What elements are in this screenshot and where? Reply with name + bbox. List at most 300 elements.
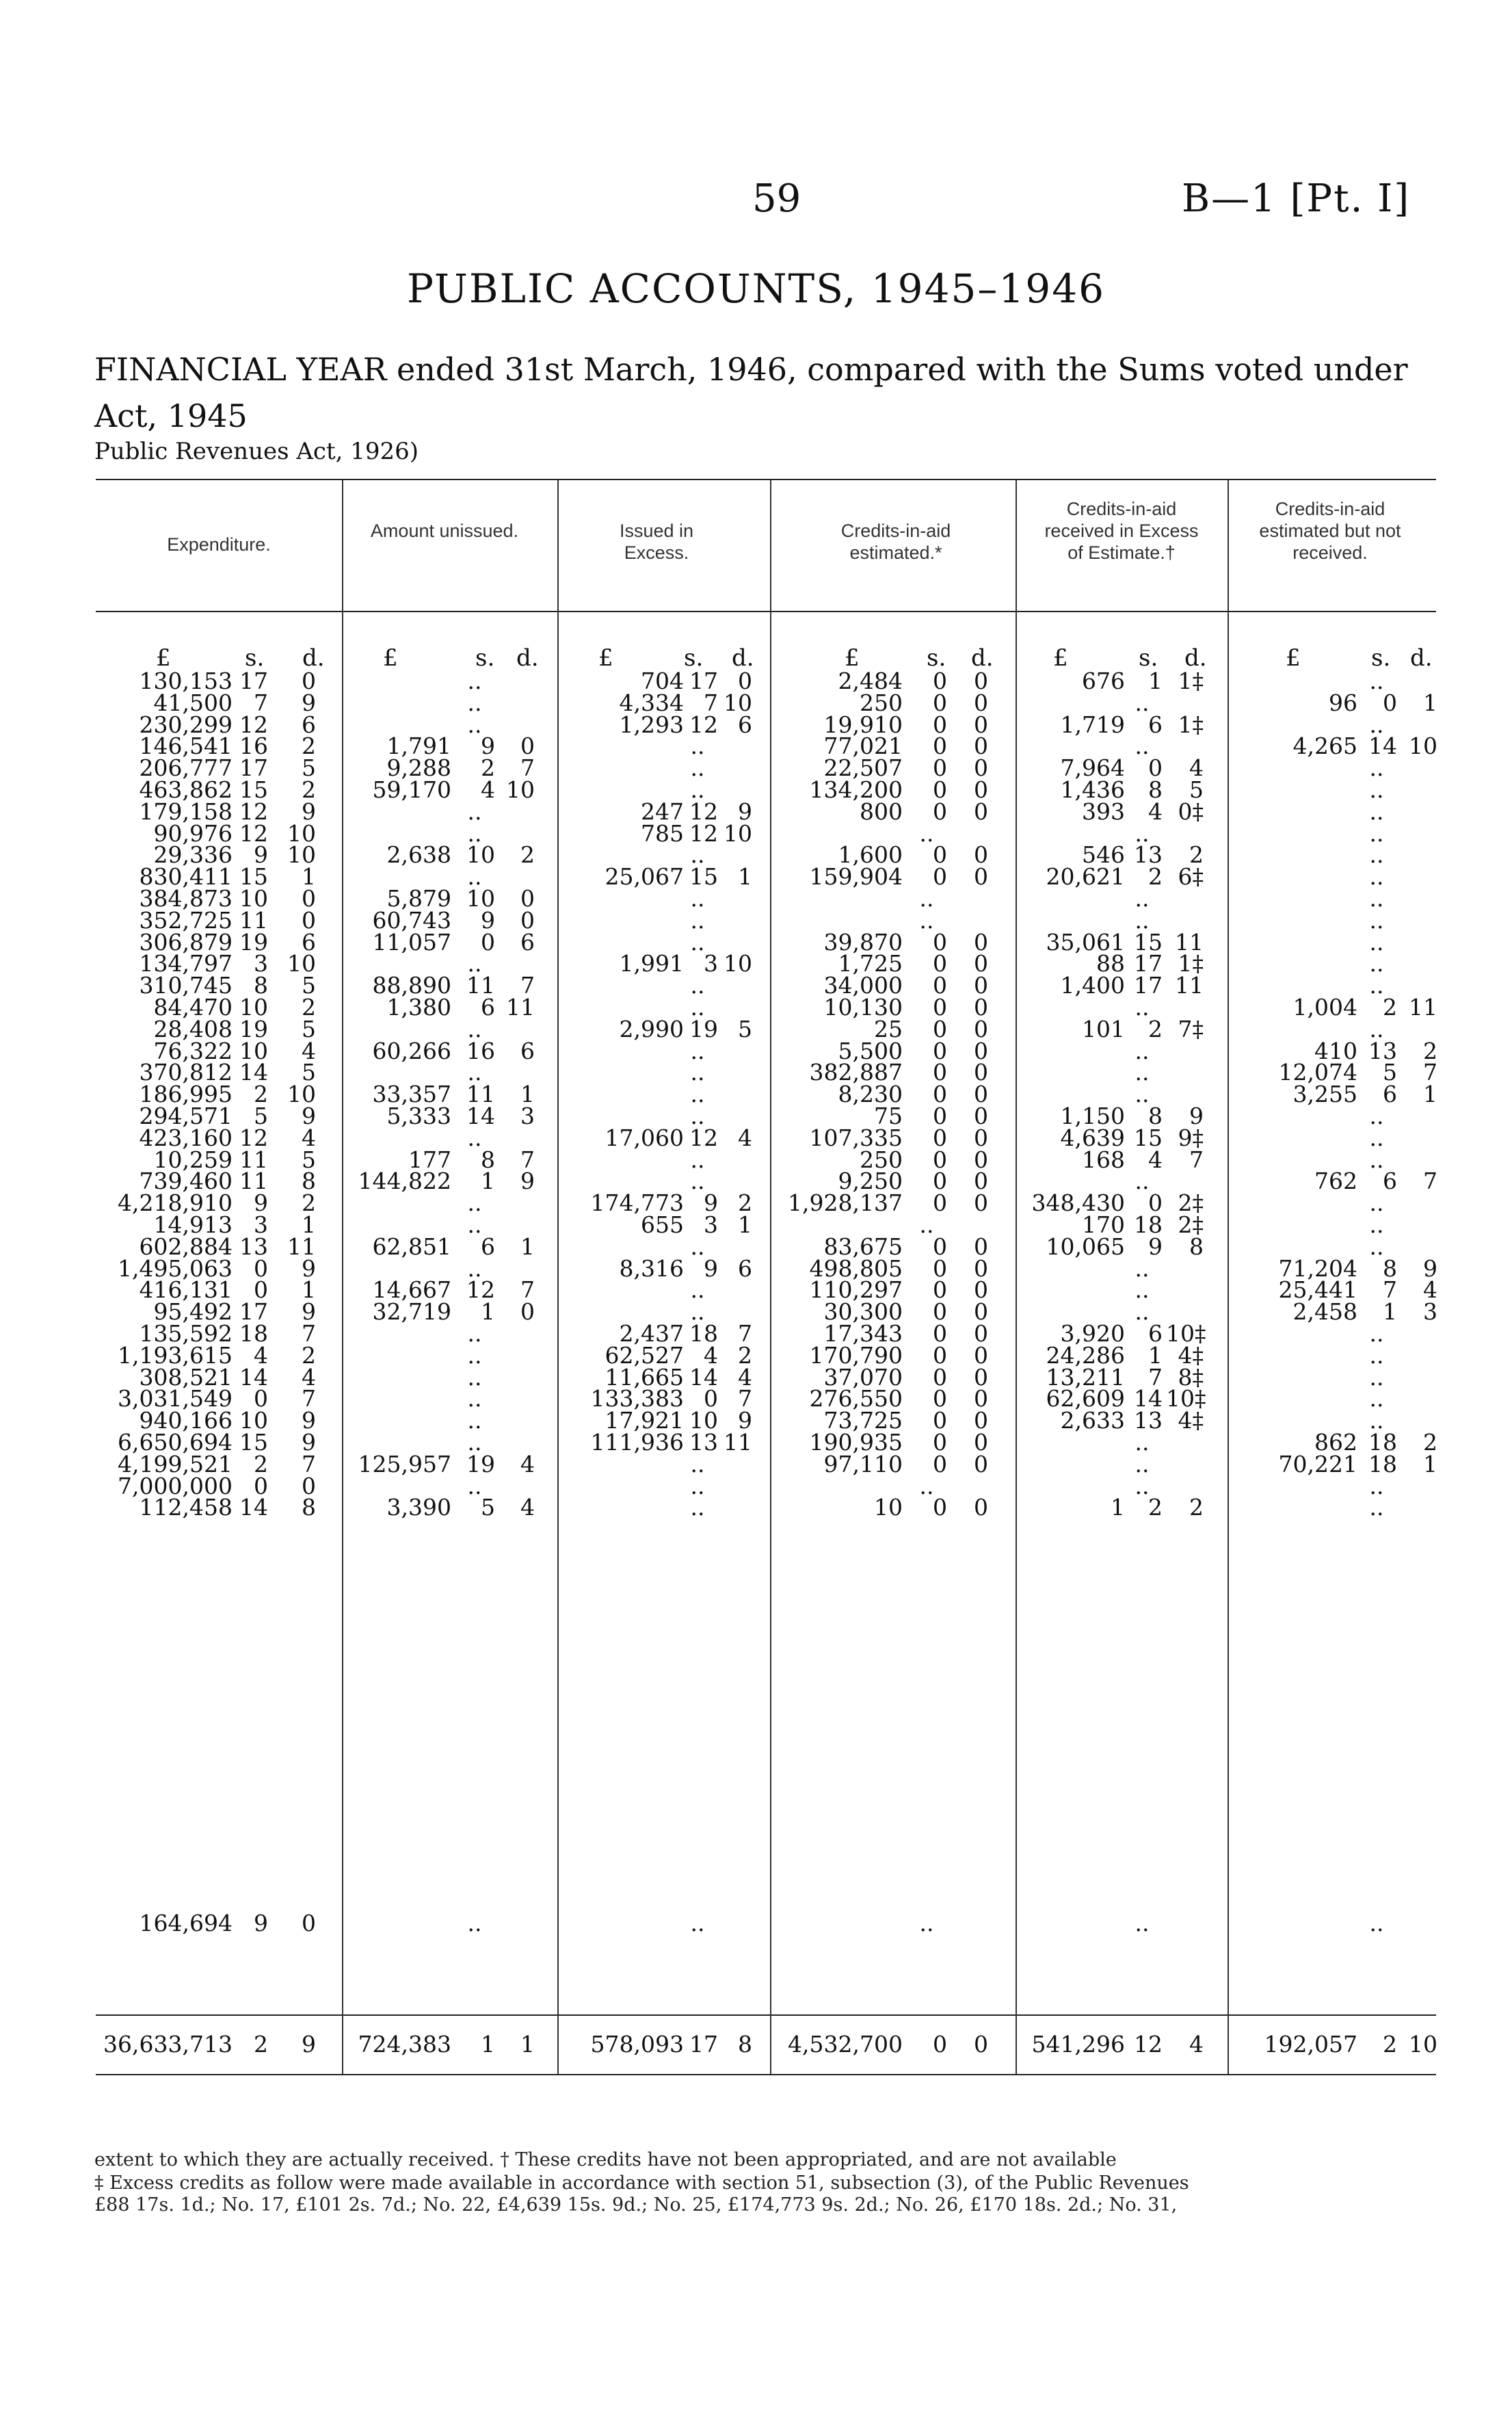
- amount-pence: 9: [520, 1168, 535, 1194]
- amount-pounds: 1,719: [1060, 711, 1125, 738]
- amount-pounds: 96: [1329, 689, 1357, 716]
- amount-pence: 0: [974, 1016, 988, 1042]
- amount-shillings: 13: [239, 1233, 268, 1260]
- footnote-line: £88 17s. 1d.; No. 17, £101 2s. 7d.; No. 22, £4,639 15s. 9d.; No. 25, £174,773 9s. 2d.; No. 26, £170 18s. 2d.; No. 31,: [94, 2194, 1178, 2216]
- amount-pounds: 3,255: [1292, 1081, 1357, 1107]
- empty-cell: ..: [1369, 929, 1384, 956]
- amount-shillings: 8: [1148, 776, 1163, 803]
- amount-pence: 0: [974, 1298, 988, 1325]
- amount-pence: 2: [302, 1190, 316, 1216]
- amount-pounds: 6,650,694: [118, 1429, 233, 1456]
- amount-shillings: 0: [1383, 689, 1397, 716]
- amount-pounds: 179,158: [139, 798, 233, 825]
- amount-shillings: 8: [254, 972, 268, 999]
- amount-pence: 1: [1423, 689, 1437, 716]
- amount-pounds: 135,592: [139, 1320, 233, 1347]
- amount-pence: 10: [724, 689, 752, 716]
- amount-shillings: 11: [466, 1081, 495, 1107]
- amount-pence: 0: [974, 798, 988, 825]
- empty-cell: ..: [1369, 1190, 1384, 1216]
- table-caption: FINANCIAL YEAR ended 31st March, 1946, compared with the Sums voted under Act, 1945: [94, 351, 1408, 434]
- unit-label-d: d.: [516, 644, 539, 672]
- amount-shillings: 6: [1383, 1168, 1397, 1194]
- table-top-rule: [96, 479, 1436, 480]
- amount-shillings: 6: [1148, 1320, 1163, 1347]
- amount-pence: 10: [506, 776, 535, 803]
- amount-shillings: 0: [933, 1125, 947, 1151]
- unit-label-s: s.: [245, 644, 265, 672]
- amount-pounds: 90,976: [153, 820, 233, 847]
- unit-label-d: d.: [302, 644, 325, 672]
- amount-pounds: 29,336: [153, 841, 233, 868]
- amount-shillings: 4: [1148, 1146, 1163, 1173]
- amount-pence: 0: [974, 1103, 988, 1129]
- amount-pence: 0: [738, 668, 752, 694]
- amount-shillings: 2: [1148, 863, 1163, 890]
- amount-pounds: 30,300: [823, 1298, 903, 1325]
- amount-pence: 11: [1409, 994, 1437, 1021]
- table-row: [0, 1342, 1512, 1369]
- table-row: [0, 776, 1512, 803]
- empty-cell: ..: [919, 1473, 934, 1499]
- amount-pence: 9: [302, 1103, 316, 1129]
- amount-shillings: 12: [689, 711, 718, 738]
- amount-pence: 1: [738, 1211, 752, 1238]
- amount-pence: 0: [974, 754, 988, 781]
- amount-pence: 10: [724, 820, 752, 847]
- amount-shillings: 11: [239, 907, 268, 934]
- amount-pence: 0‡: [1178, 798, 1204, 825]
- amount-pounds: 22,507: [823, 754, 903, 781]
- amount-pence: 5: [738, 1016, 752, 1042]
- amount-shillings: 6: [1148, 711, 1163, 738]
- amount-pence: 8‡: [1178, 1364, 1204, 1391]
- amount-pounds: 17,060: [605, 1125, 684, 1151]
- amount-pounds: 830,411: [139, 863, 233, 890]
- amount-pence: 0: [974, 1342, 988, 1369]
- empty-cell: ..: [690, 733, 705, 759]
- table-row: [0, 1190, 1512, 1216]
- amount-shillings: 15: [239, 776, 268, 803]
- amount-pounds: 739,460: [139, 1168, 233, 1194]
- empty-cell: ..: [919, 820, 934, 847]
- amount-pence: 0: [974, 994, 988, 1021]
- amount-shillings: 0: [933, 689, 947, 716]
- amount-pounds: 84,470: [153, 994, 233, 1021]
- amount-shillings: 15: [239, 863, 268, 890]
- amount-pounds: 2,484: [838, 668, 903, 694]
- amount-pence: 2: [1189, 841, 1204, 868]
- amount-pence: 2‡: [1178, 1190, 1204, 1216]
- amount-pence: 2: [302, 733, 316, 759]
- empty-cell: ..: [1369, 1364, 1384, 1391]
- amount-pounds: 2,437: [619, 1320, 684, 1347]
- empty-cell: ..: [1369, 1385, 1384, 1412]
- amount-shillings: 0: [933, 1190, 947, 1216]
- amount-pence: 0: [974, 2031, 988, 2058]
- amount-shillings: 0: [933, 929, 947, 956]
- amount-shillings: 13: [1134, 841, 1163, 868]
- amount-pounds: 5,879: [386, 885, 451, 912]
- amount-pence: 1‡: [1178, 668, 1204, 694]
- amount-pence: 10‡: [1166, 1320, 1206, 1347]
- amount-pounds: 230,299: [139, 711, 233, 738]
- amount-pence: 7: [1189, 1146, 1204, 1173]
- amount-pounds: 310,745: [139, 972, 233, 999]
- amount-shillings: 18: [1134, 1211, 1163, 1238]
- amount-pounds: 4,199,521: [118, 1451, 233, 1477]
- table-row: [0, 1910, 1512, 1936]
- amount-shillings: 1: [481, 1298, 495, 1325]
- amount-pence: 7: [302, 1320, 316, 1347]
- amount-pounds: 348,430: [1031, 1190, 1125, 1216]
- amount-shillings: 13: [1368, 1038, 1397, 1064]
- empty-cell: ..: [1135, 994, 1150, 1021]
- amount-pounds: 17,921: [605, 1407, 684, 1434]
- unit-label-d: d.: [1184, 644, 1207, 672]
- empty-cell: ..: [1369, 1233, 1384, 1260]
- amount-pounds: 76,322: [153, 1038, 233, 1064]
- empty-cell: ..: [1135, 1276, 1150, 1303]
- empty-cell: ..: [690, 972, 705, 999]
- amount-pounds: 62,609: [1046, 1385, 1125, 1412]
- amount-shillings: 19: [466, 1451, 495, 1477]
- amount-pounds: 704: [641, 668, 684, 694]
- amount-pounds: 95,492: [153, 1298, 233, 1325]
- amount-pence: 10: [287, 1081, 316, 1107]
- amount-pence: 9: [302, 1255, 316, 1282]
- empty-cell: ..: [1135, 733, 1150, 759]
- amount-pounds: 36,633,713: [103, 2031, 233, 2058]
- amount-pence: 7‡: [1178, 1016, 1204, 1042]
- empty-cell: ..: [467, 1320, 482, 1347]
- amount-pounds: 10,065: [1046, 1233, 1125, 1260]
- amount-shillings: 4: [254, 1342, 268, 1369]
- amount-shillings: 12: [689, 1125, 718, 1151]
- empty-cell: ..: [690, 885, 705, 912]
- amount-pounds: 676: [1082, 668, 1125, 694]
- empty-cell: ..: [1369, 798, 1384, 825]
- empty-cell: ..: [1369, 1494, 1384, 1521]
- amount-pounds: 25: [874, 1016, 903, 1042]
- amount-pence: 0: [974, 929, 988, 956]
- amount-pounds: 1,928,137: [788, 1190, 903, 1216]
- amount-shillings: 12: [689, 820, 718, 847]
- amount-pence: 0: [974, 1451, 988, 1477]
- amount-pence: 0: [974, 668, 988, 694]
- empty-cell: ..: [1369, 668, 1384, 694]
- empty-cell: ..: [467, 1364, 482, 1391]
- amount-pence: 0: [302, 907, 316, 934]
- empty-cell: ..: [1135, 1038, 1150, 1064]
- amount-shillings: 4: [704, 1342, 718, 1369]
- unit-label-pound: £: [598, 644, 613, 672]
- amount-pounds: 382,887: [809, 1059, 903, 1086]
- amount-shillings: 0: [933, 1103, 947, 1129]
- amount-shillings: 0: [933, 1233, 947, 1260]
- amount-shillings: 11: [466, 972, 495, 999]
- amount-pounds: 5,500: [838, 1038, 903, 1064]
- amount-pence: 11: [506, 994, 535, 1021]
- amount-shillings: 14: [239, 1059, 268, 1086]
- empty-cell: ..: [1369, 1211, 1384, 1238]
- amount-pounds: 10,130: [823, 994, 903, 1021]
- amount-shillings: 0: [933, 1255, 947, 1282]
- amount-pounds: 800: [860, 798, 903, 825]
- amount-shillings: 12: [239, 820, 268, 847]
- amount-shillings: 17: [1134, 950, 1163, 977]
- unit-label-pound: £: [1286, 644, 1301, 672]
- amount-pounds: 250: [860, 1146, 903, 1173]
- table-row: [0, 1170, 1512, 1192]
- amount-pounds: 4,265: [1292, 733, 1357, 759]
- amount-shillings: 18: [689, 1320, 718, 1347]
- amount-pounds: 134,200: [809, 776, 903, 803]
- amount-pounds: 75: [874, 1103, 903, 1129]
- unit-label-pound: £: [845, 644, 860, 672]
- amount-pence: 0: [302, 668, 316, 694]
- amount-shillings: 12: [239, 711, 268, 738]
- amount-pounds: 34,000: [823, 972, 903, 999]
- amount-pence: 2: [1189, 1494, 1204, 1521]
- amount-pounds: 4,334: [619, 689, 684, 716]
- amount-pounds: 12,074: [1278, 1059, 1357, 1086]
- table-row: [0, 689, 1512, 716]
- empty-cell: ..: [690, 1276, 705, 1303]
- amount-shillings: 4: [481, 776, 495, 803]
- empty-cell: ..: [919, 1211, 934, 1238]
- amount-pence: 11: [1175, 972, 1204, 999]
- amount-pence: 0: [974, 1255, 988, 1282]
- amount-pence: 5: [1189, 776, 1204, 803]
- empty-cell: ..: [1369, 1320, 1384, 1347]
- amount-pounds: 1,495,063: [118, 1255, 233, 1282]
- amount-pounds: 88: [1096, 950, 1125, 977]
- amount-shillings: 10: [239, 1038, 268, 1064]
- amount-pounds: 130,153: [139, 668, 233, 694]
- amount-shillings: 0: [933, 1342, 947, 1369]
- amount-pounds: 125,957: [358, 1451, 451, 1477]
- amount-pence: 9: [302, 1298, 316, 1325]
- table-row: [0, 1407, 1512, 1434]
- amount-shillings: 0: [933, 972, 947, 999]
- unit-label-s: s.: [475, 644, 495, 672]
- amount-pence: 6: [302, 929, 316, 956]
- amount-pence: 7: [738, 1320, 752, 1347]
- amount-shillings: 14: [689, 1364, 718, 1391]
- amount-pence: 2: [302, 1342, 316, 1369]
- amount-pence: 11: [724, 1429, 752, 1456]
- amount-pounds: 159,904: [809, 863, 903, 890]
- amount-pounds: 17,343: [823, 1320, 903, 1347]
- header-expenditure: Expenditure.: [167, 534, 271, 555]
- amount-pence: 8: [1189, 1233, 1204, 1260]
- amount-pounds: 1,791: [386, 733, 451, 759]
- amount-shillings: 0: [1148, 754, 1163, 781]
- amount-pounds: 546: [1082, 841, 1125, 868]
- amount-pence: 9: [302, 1429, 316, 1456]
- amount-pounds: 940,166: [139, 1407, 233, 1434]
- amount-pounds: 1,193,615: [118, 1342, 233, 1369]
- amount-pence: 10: [287, 820, 316, 847]
- amount-pounds: 785: [641, 820, 684, 847]
- amount-pounds: 384,873: [139, 885, 233, 912]
- amount-pounds: 2,458: [1292, 1298, 1357, 1325]
- amount-pence: 2: [1423, 1038, 1437, 1064]
- amount-shillings: 12: [466, 1276, 495, 1303]
- table-row: [0, 1125, 1512, 1151]
- amount-pounds: 1,991: [619, 950, 684, 977]
- empty-cell: ..: [467, 1255, 482, 1282]
- amount-pounds: 5,333: [386, 1103, 451, 1129]
- amount-pence: 1: [1423, 1081, 1437, 1107]
- empty-cell: ..: [1369, 1407, 1384, 1434]
- amount-shillings: 0: [933, 776, 947, 803]
- amount-pounds: 60,743: [372, 907, 451, 934]
- amount-pence: 11: [287, 1233, 316, 1260]
- amount-shillings: 2: [254, 1451, 268, 1477]
- empty-cell: ..: [919, 907, 934, 934]
- amount-pounds: 10,259: [153, 1146, 233, 1173]
- empty-cell: ..: [1369, 1473, 1384, 1499]
- empty-cell: ..: [690, 1451, 705, 1477]
- amount-pence: 0: [974, 1385, 988, 1412]
- amount-pence: 0: [974, 950, 988, 977]
- empty-cell: ..: [467, 820, 482, 847]
- totals-row: [0, 2031, 1512, 2058]
- amount-pounds: 206,777: [139, 754, 233, 781]
- amount-pounds: 111,936: [590, 1429, 684, 1456]
- amount-shillings: 17: [689, 2031, 718, 2058]
- amount-shillings: 2: [1383, 994, 1397, 1021]
- amount-shillings: 10: [239, 994, 268, 1021]
- unit-label-pound: £: [383, 644, 398, 672]
- empty-cell: ..: [1135, 1451, 1150, 1477]
- amount-pounds: 1,400: [1060, 972, 1125, 999]
- amount-shillings: 12: [239, 1125, 268, 1151]
- amount-shillings: 3: [704, 1211, 718, 1238]
- amount-shillings: 0: [254, 1385, 268, 1412]
- empty-cell: ..: [690, 1473, 705, 1499]
- amount-pence: 5: [302, 972, 316, 999]
- amount-shillings: 0: [254, 1255, 268, 1282]
- table-row: [0, 863, 1512, 890]
- amount-shillings: 0: [933, 1429, 947, 1456]
- amount-shillings: 14: [239, 1494, 268, 1521]
- empty-cell: ..: [467, 1125, 482, 1151]
- amount-pence: 7: [520, 754, 535, 781]
- amount-shillings: 10: [239, 885, 268, 912]
- amount-shillings: 18: [239, 1320, 268, 1347]
- empty-cell: ..: [1369, 754, 1384, 781]
- amount-pounds: 192,057: [1264, 2031, 1357, 2058]
- series-label: B—1 [Pt. I]: [1182, 176, 1411, 221]
- amount-pounds: 35,061: [1046, 929, 1125, 956]
- amount-shillings: 12: [1134, 2031, 1163, 2058]
- empty-cell: ..: [467, 863, 482, 890]
- amount-pounds: 2,638: [386, 841, 451, 868]
- header-amount-unissued: Amount unissued.: [370, 521, 519, 541]
- amount-pounds: 308,521: [139, 1364, 233, 1391]
- amount-pounds: 7,964: [1060, 754, 1125, 781]
- amount-shillings: 0: [933, 1016, 947, 1042]
- empty-cell: ..: [467, 1473, 482, 1499]
- amount-shillings: 9: [704, 1190, 718, 1216]
- empty-cell: ..: [1135, 1255, 1150, 1282]
- amount-shillings: 16: [239, 733, 268, 759]
- amount-pence: 1: [738, 863, 752, 890]
- amount-pounds: 25,067: [605, 863, 684, 890]
- table-row: [0, 972, 1512, 999]
- amount-pence: 10: [287, 950, 316, 977]
- amount-pounds: 3,390: [386, 1494, 451, 1521]
- amount-shillings: 9: [254, 841, 268, 868]
- amount-shillings: 9: [254, 1190, 268, 1216]
- amount-shillings: 9: [1148, 1233, 1163, 1260]
- amount-pounds: 177: [408, 1146, 451, 1173]
- amount-pounds: 498,805: [809, 1255, 903, 1282]
- amount-shillings: 8: [1383, 1255, 1397, 1282]
- unit-label-pound: £: [156, 644, 171, 672]
- amount-pounds: 170: [1082, 1211, 1125, 1238]
- amount-shillings: 17: [239, 668, 268, 694]
- amount-shillings: 9: [481, 733, 495, 759]
- empty-cell: ..: [1135, 1081, 1150, 1107]
- empty-cell: ..: [919, 885, 934, 912]
- amount-pence: 2: [1423, 1429, 1437, 1456]
- amount-shillings: 0: [933, 950, 947, 977]
- unit-label-s: s.: [684, 644, 704, 672]
- empty-cell: ..: [467, 711, 482, 738]
- amount-pence: 0: [520, 1298, 535, 1325]
- amount-pence: 3: [520, 1103, 535, 1129]
- amount-pounds: 250: [860, 689, 903, 716]
- amount-shillings: 13: [689, 1429, 718, 1456]
- amount-shillings: 0: [254, 1473, 268, 1499]
- amount-pounds: 110,297: [809, 1276, 903, 1303]
- empty-cell: ..: [467, 1059, 482, 1086]
- amount-pence: 1: [302, 1276, 316, 1303]
- amount-pounds: 4,218,910: [118, 1190, 233, 1216]
- amount-pounds: 97,110: [823, 1451, 903, 1477]
- amount-shillings: 5: [481, 1494, 495, 1521]
- amount-pounds: 3,031,549: [118, 1385, 233, 1412]
- amount-pence: 0: [974, 863, 988, 890]
- amount-pence: 3: [1423, 1298, 1437, 1325]
- amount-pounds: 541,296: [1031, 2031, 1125, 2058]
- amount-pounds: 11,057: [372, 929, 451, 956]
- amount-shillings: 0: [933, 1038, 947, 1064]
- empty-cell: ..: [690, 776, 705, 803]
- amount-pence: 1‡: [1178, 950, 1204, 977]
- amount-pence: 0: [302, 1473, 316, 1499]
- amount-pounds: 655: [641, 1211, 684, 1238]
- amount-pounds: 762: [1314, 1168, 1357, 1194]
- amount-pounds: 410: [1314, 1038, 1357, 1064]
- amount-pence: 1: [302, 863, 316, 890]
- amount-pounds: 14,913: [153, 1211, 233, 1238]
- amount-pounds: 37,070: [823, 1364, 903, 1391]
- amount-shillings: 5: [254, 1103, 268, 1129]
- amount-pence: 9: [738, 798, 752, 825]
- amount-pence: 4: [738, 1125, 752, 1151]
- amount-pence: 11: [1175, 929, 1204, 956]
- amount-pounds: 146,541: [139, 733, 233, 759]
- amount-pence: 2: [738, 1342, 752, 1369]
- amount-shillings: 7: [1383, 1276, 1397, 1303]
- amount-shillings: 9: [481, 907, 495, 934]
- amount-shillings: 1: [481, 2031, 495, 2058]
